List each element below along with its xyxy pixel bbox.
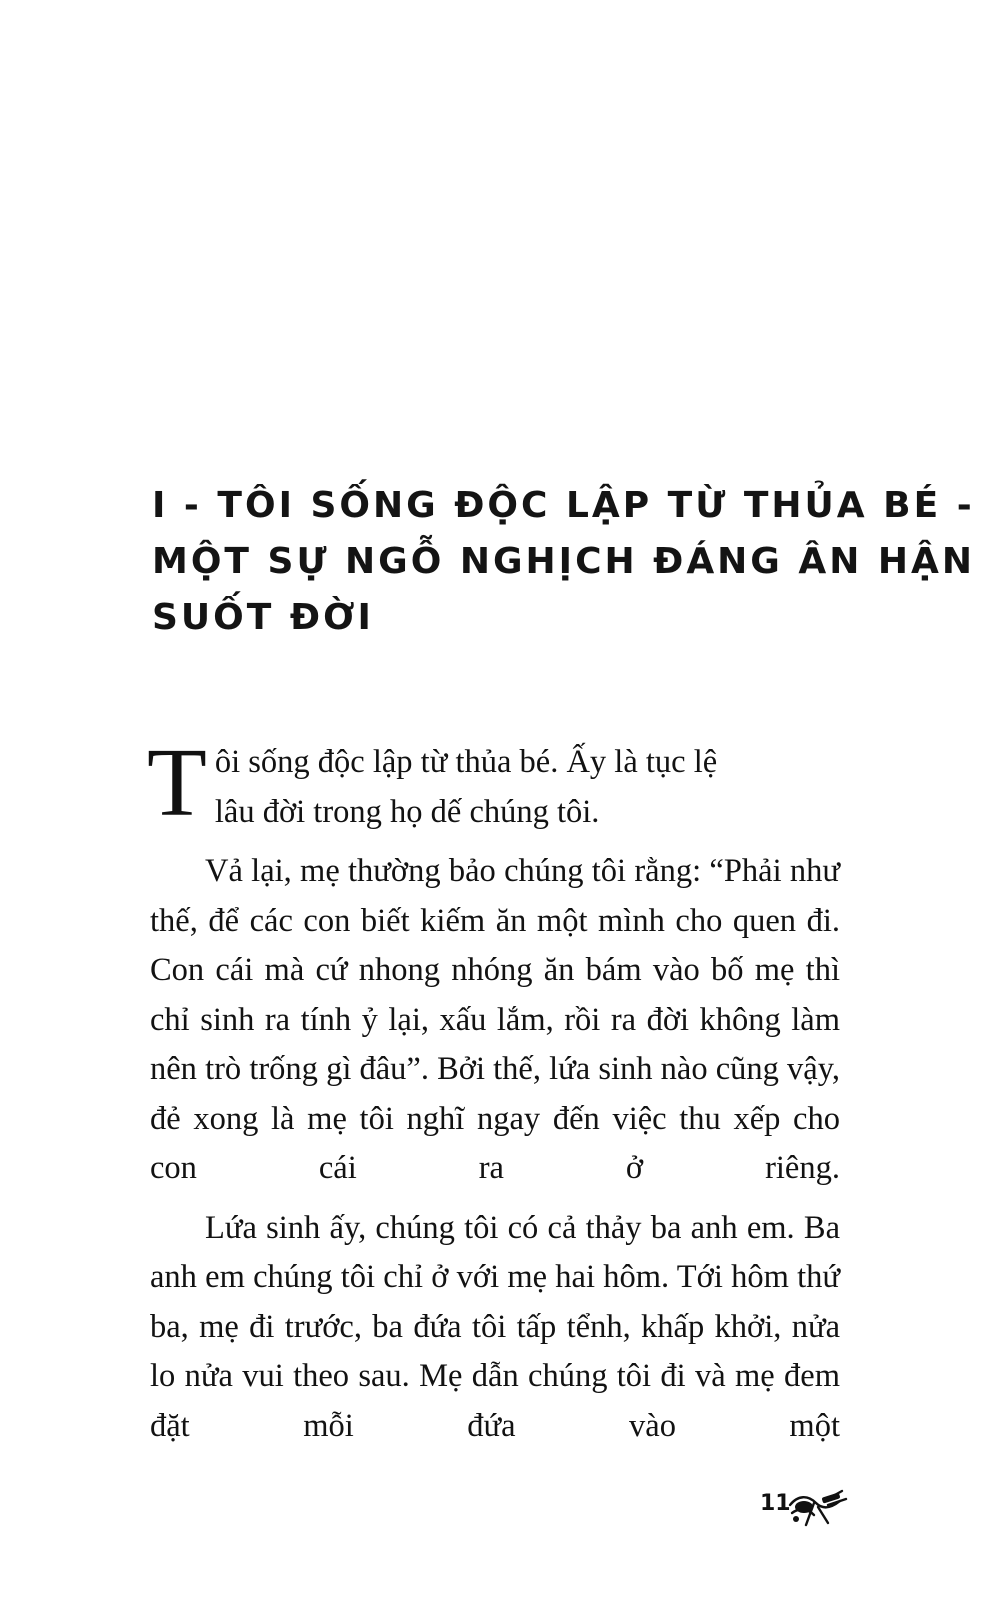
paragraph-1-line-2: lâu đời trong họ dế chúng tôi. <box>214 793 600 830</box>
paragraph-2: Vả lại, mẹ thường bảo chúng tôi rằng: “Phải như thế, để các con biết kiếm ăn một mình cho quen đi. Con cái mà cứ nhong nhóng ăn bám vào bố mẹ thì chỉ sinh ra tính ỷ lại, xấu lắm, rồi ra đời không làm nên trò trống gì đâu”. Bởi thế, lứa sinh nào cũng vậy, đẻ xong là mẹ tôi nghĩ ngay đến việc thu xếp cho con cái ra ở riêng. <box>150 853 840 1186</box>
paragraph-1-line-1: ôi sống độc lập từ thủa bé. Ấy là tục lệ <box>214 744 718 780</box>
cricket-ornament-icon <box>784 1485 848 1531</box>
page-number: 11 <box>760 1491 791 1516</box>
chapter-title <box>152 478 976 646</box>
drop-cap-letter: T <box>147 729 207 837</box>
page-footer <box>760 1485 850 1533</box>
chapter-title-line-2: MỘT SỰ NGỖ NGHỊCH ĐÁNG ÂN HẬN <box>152 541 976 582</box>
chapter-title-line-3: SUỐT ĐỜI <box>152 597 374 638</box>
paragraph-1 <box>147 729 840 837</box>
chapter-body <box>147 729 840 1461</box>
chapter-title-line-1: I - TÔI SỐNG ĐỘC LẬP TỪ THỦA BÉ - <box>152 485 975 526</box>
paragraph-3: Lứa sinh ấy, chúng tôi có cả thảy ba anh em. Ba anh em chúng tôi chỉ ở với mẹ hai hôm. Tới hôm thứ ba, mẹ đi trước, ba đứa tôi tấp tểnh, khấp khởi, nửa lo nửa vui theo sau. Mẹ dẫn chúng tôi đi và mẹ đem đặt mỗi đứa vào một <box>150 1209 840 1444</box>
